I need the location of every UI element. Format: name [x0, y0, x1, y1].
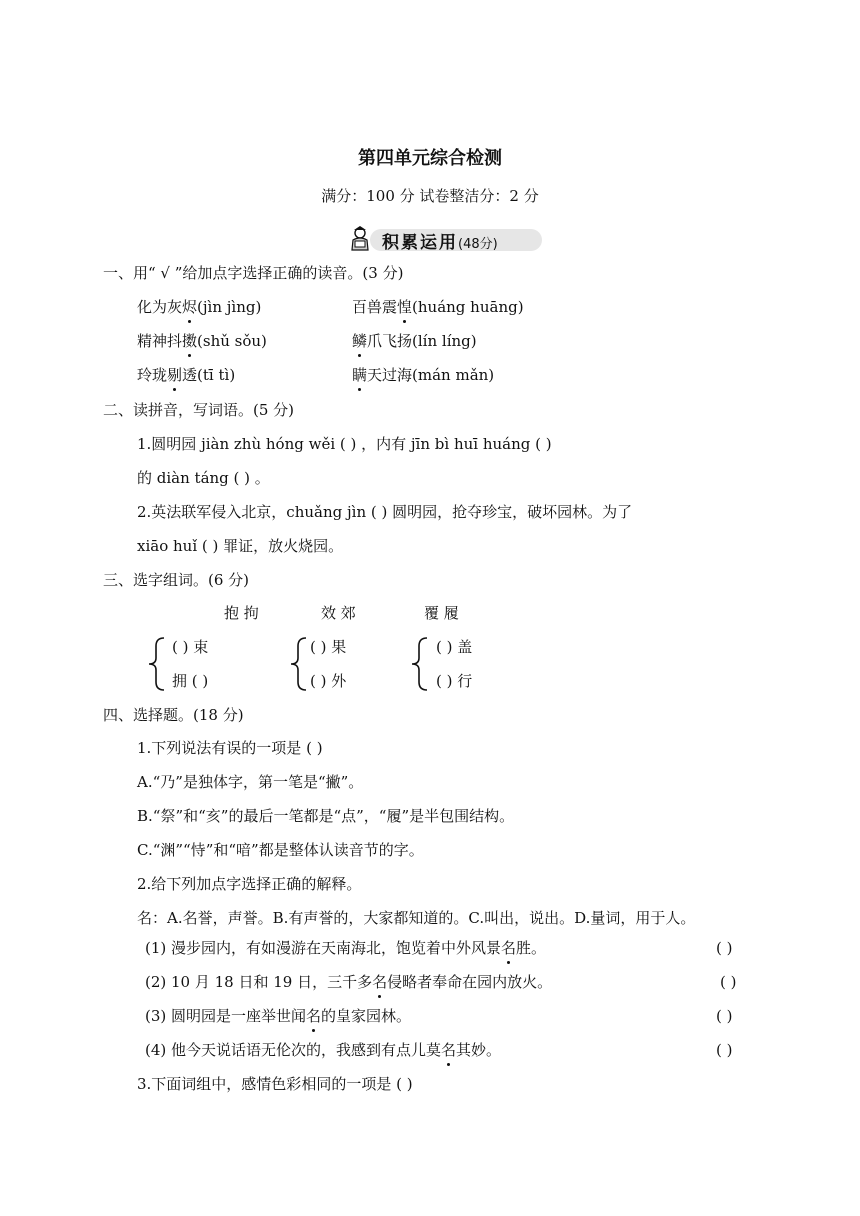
q3-group-2-chars: 效 郊 [321, 604, 356, 622]
q1-item-3: 精神抖擞(shǔ sǒu) [137, 332, 267, 350]
q4-sub3: 3.下面词组中，感情色彩相同的一项是 ( ) [137, 1075, 413, 1093]
q4-sub2-item-1: (1) 漫步园内，有如漫游在天南海北，饱览着中外风景名胜。 [145, 939, 547, 957]
banner-score: (48分) [458, 237, 498, 252]
q4-sub2: 2.给下列加点字选择正确的解释。 [137, 875, 362, 893]
q3-group-2-top: ( ) 果 [310, 638, 347, 656]
q4-sub2-item-4-blank: ( ) [716, 1041, 733, 1059]
q1-item-1: 化为灰烬(jìn jìng) [137, 298, 262, 316]
brace-2 [288, 636, 310, 692]
brace-3 [409, 636, 431, 692]
q2-heading: 二、读拼音，写词语。(5 分) [103, 401, 295, 419]
q3-group-2-bottom: ( ) 外 [310, 672, 347, 690]
q3-group-3-top: ( ) 盖 [436, 638, 473, 656]
q4-sub1-option-a: A.“乃”是独体字，第一笔是“撇”。 [137, 773, 364, 791]
q4-sub2-item-4: (4) 他今天说话语无伦次的，我感到有点儿莫名其妙。 [145, 1041, 502, 1059]
q3-heading: 三、选字组词。(6 分) [103, 571, 250, 589]
q4-sub2-item-3: (3) 圆明园是一座举世闻名的皇家园林。 [145, 1007, 412, 1025]
q4-heading: 四、选择题。(18 分) [103, 706, 244, 724]
q3-group-3-chars: 覆 履 [424, 604, 459, 622]
q1-item-6: 瞒天过海(mán mǎn) [352, 366, 495, 384]
q1-item-4: 鳞爪飞扬(lín líng) [352, 332, 477, 350]
q2-line-2: 的 diàn táng ( ) 。 [137, 469, 270, 487]
q4-sub2-item-2-blank: ( ) [720, 973, 737, 991]
q3-group-3-bottom: ( ) 行 [436, 672, 473, 690]
q4-sub2-item-3-blank: ( ) [716, 1007, 733, 1025]
q2-line-3: 2.英法联军侵入北京，chuǎng jìn ( ) 圆明园，抢夺珍宝，破坏园林。为了 [137, 503, 633, 521]
q3-group-1-bottom: 拥 ( ) [172, 672, 209, 690]
q1-item-5: 玲珑剔透(tī tì) [137, 366, 236, 384]
q1-item-2: 百兽震惶(huáng huāng) [352, 298, 524, 316]
q1-heading: 一、用“ √ ”给加点字选择正确的读音。(3 分) [103, 264, 404, 282]
banner-label: 积累运用 [382, 233, 458, 253]
q4-sub2-item-1-blank: ( ) [716, 939, 733, 957]
q4-sub1-option-b: B.“祭”和“亥”的最后一笔都是“点”，“履”是半包围结构。 [137, 807, 515, 825]
q3-group-1-top: ( ) 束 [172, 638, 209, 656]
q4-sub1: 1.下列说法有误的一项是 ( ) [137, 739, 323, 757]
q4-sub2-definitions: 名：A.名誉，声誉。B.有声誉的，大家都知道的。C.叫出，说出。D.量词，用于人。 [137, 909, 696, 927]
q4-sub1-option-c: C.“渊”“恃”和“喑”都是整体认读音节的字。 [137, 841, 424, 859]
q3-group-1-chars: 抱 拘 [224, 604, 259, 622]
q2-line-1: 1.圆明园 jiàn zhù hóng wěi ( ) ，内有 jīn bì huī huáng ( ) [137, 435, 552, 453]
q4-sub2-item-2: (2) 10 月 18 日和 19 日，三千多名侵略者奉命在园内放火。 [145, 973, 553, 991]
q2-line-4: xiāo huǐ ( ) 罪证，放火烧园。 [137, 537, 344, 555]
brace-1 [146, 636, 168, 692]
section-banner [348, 226, 544, 252]
score-info: 满分：100 分 试卷整洁分：2 分 [321, 187, 539, 205]
page-title: 第四单元综合检测 [358, 148, 502, 169]
